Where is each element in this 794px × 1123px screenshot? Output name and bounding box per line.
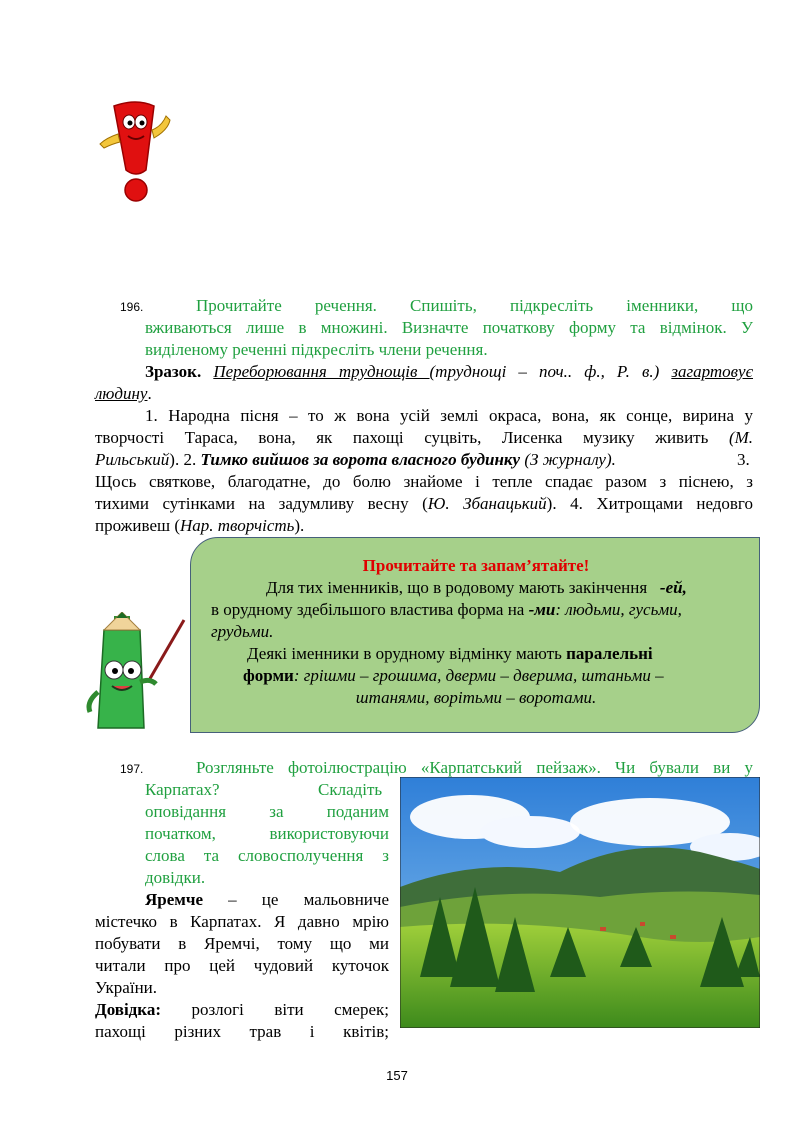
rule-line: Для тих іменників, що в родовому мають закінчення -ей,: [266, 578, 687, 597]
rule-title: Прочитайте та запам’ятайте!: [362, 556, 590, 575]
rule-line: штанями, ворітьми – воротами.: [355, 688, 597, 707]
task-line: Прочитайте речення. Спишіть, підкресліть іменники, що: [196, 296, 753, 315]
story-line: містечко в Карпатах. Я давно мрію: [95, 912, 389, 931]
story-line: Яремче – це мальовниче: [145, 890, 389, 909]
rule-line: Деякі іменники в орудному відмінку мають паралельні: [247, 644, 653, 663]
sentence-1: 1. Народна пісня – то ж вона усій землі окраса, вона, як сонце, вирина у: [145, 406, 753, 425]
story-line: побувати в Яремчі, тому що ми: [95, 934, 389, 953]
task-line: виділеному реченні підкресліть члени речення.: [145, 340, 488, 359]
task-line: Карпатах?: [145, 780, 220, 799]
task-line: Розгляньте фотоілюстрацію «Карпатський пейзаж». Чи бували ви у: [196, 758, 753, 777]
exclamation-mascot-icon: [96, 100, 176, 206]
task-line: вживаються лише в множині. Визначте початкову форму та відмінок. У: [145, 318, 753, 337]
carpathian-landscape-photo: [400, 777, 760, 1028]
sentence-3: Щось святкове, благодатне, до болю знайоме і тепле спадає разом з піснею, з: [95, 472, 753, 491]
story-line: читали про цей чудовий куточок: [95, 956, 389, 975]
exercise-number: 197.: [120, 762, 144, 776]
reference-line: Довідка: розлогі віти смерек;: [95, 1000, 389, 1019]
task-line: Складіть: [318, 780, 383, 799]
exercise-number: 196.: [120, 300, 144, 314]
sentence-4-end: проживеш (Нар. творчість).: [95, 516, 305, 535]
sample-line-end: людину.: [95, 384, 152, 403]
task-line: довідки.: [145, 868, 206, 887]
pencil-mascot-icon: [84, 612, 188, 734]
rule-line: в орудному здебільшого властива форма на -ми: людьми, гусьми,: [211, 600, 682, 619]
task-line: слова та словосполучення з: [145, 846, 389, 865]
sentence-3-num: 3.: [737, 450, 750, 469]
sentence-3-cont: тихими сутінками на задумливу весну (Ю. Збанацький). 4. Хитрощами недовго: [95, 494, 753, 513]
rule-line: грудьми.: [211, 622, 274, 641]
reference-line: пахощі різних трав і квітів;: [95, 1022, 389, 1041]
rule-line: форми: грішми – грошима, дверми – дверима, штаньми –: [243, 666, 664, 685]
task-line: оповідання за поданим: [145, 802, 389, 821]
sentence-2: Рильський). 2. Тимко вийшов за ворота власного будинку (З журналу).: [95, 450, 616, 469]
story-line: України.: [95, 978, 158, 997]
sample-line: Зразок. Переборювання труднощів (труднощі – поч.. ф., Р. в.) загартовує: [145, 362, 753, 381]
rule-box: [190, 537, 760, 733]
page-number: 157: [386, 1068, 408, 1083]
sentence-1-cont: творчості Тараса, вона, як пахощі суцвіть, Лисенка музику живить (М.: [95, 428, 754, 447]
task-line: початком, використовуючи: [145, 824, 389, 843]
